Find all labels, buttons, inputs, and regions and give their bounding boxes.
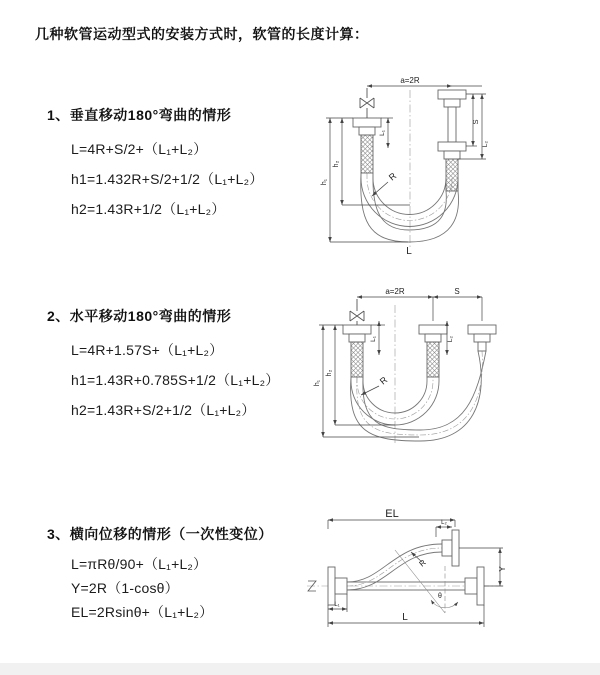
left-pipe-fitting xyxy=(343,325,371,377)
formula-el: EL=2Rsinθ+（L₁+L₂） xyxy=(71,604,214,620)
formula-y: Y=2R（1-cosθ） xyxy=(71,580,179,596)
dimension-lines xyxy=(319,297,482,437)
diagram-horizontal-180-bend xyxy=(295,285,595,460)
dim-label-l2: L₂ xyxy=(482,140,489,148)
formula-h1: h1=1.432R+S/2+1/2（L₁+L₂） xyxy=(71,171,264,187)
section-vertical-180-bend xyxy=(47,105,263,224)
dim-label-s: S xyxy=(454,287,460,296)
dim-label-h1: h₁ xyxy=(314,379,321,387)
braided-hose-section xyxy=(427,342,439,377)
hose-centerline xyxy=(367,173,452,221)
hose-bends xyxy=(351,351,486,441)
dim-label-l1: L₁ xyxy=(379,130,386,136)
valve-icon xyxy=(360,88,374,118)
dim-label-h1: h₁ xyxy=(321,178,328,186)
dim-label-l: L xyxy=(406,246,412,257)
braided-hose-section xyxy=(351,342,363,377)
dim-label-a2r: a=2R xyxy=(385,287,405,296)
diagram-vertical-180-bend xyxy=(300,70,590,270)
formula-h1: h1=1.43R+0.785S+1/2（L₁+L₂） xyxy=(71,372,280,388)
dim-label-el: EL xyxy=(385,508,399,520)
dim-label-r: R xyxy=(377,374,390,387)
dim-label-s: S xyxy=(471,119,480,125)
dim-label-l1: L₁ xyxy=(334,602,340,608)
dim-label-l2: L₂ xyxy=(441,520,447,526)
right-pipe-fitting xyxy=(438,90,466,191)
section-3-heading: 3、横向位移的情形（一次性变位） xyxy=(47,526,273,542)
dim-label-h2: h₂ xyxy=(333,160,340,168)
section-1-heading: 1、垂直移动180°弯曲的情形 xyxy=(47,107,232,123)
dim-label-theta: θ xyxy=(438,593,442,600)
left-pipe-fitting xyxy=(353,118,381,173)
diagram-labels xyxy=(334,508,507,623)
right-flange xyxy=(465,567,484,605)
top-right-flange xyxy=(442,530,459,566)
dim-label-r: R xyxy=(386,170,399,183)
dim-label-l: L xyxy=(402,612,408,623)
s-curve-hose xyxy=(347,544,442,590)
section-lateral-displacement xyxy=(47,524,273,624)
section-horizontal-180-bend xyxy=(47,306,279,425)
middle-pipe-fitting xyxy=(419,325,447,377)
braided-hose-section xyxy=(361,135,373,173)
angle-construction xyxy=(395,550,458,613)
dim-label-y: Y xyxy=(498,566,507,572)
hose-bends xyxy=(361,173,459,242)
dimension-lines xyxy=(326,86,486,242)
valve-icon xyxy=(350,299,364,325)
dim-label-a2r: a=2R xyxy=(400,76,420,85)
formula-length: L=4R+1.57S+（L₁+L₂） xyxy=(71,342,224,358)
dim-label-r: R xyxy=(417,557,428,569)
braided-hose-section xyxy=(446,159,458,191)
section-2-heading: 2、水平移动180°弯曲的情形 xyxy=(47,308,232,324)
hose-centerline xyxy=(357,351,483,435)
page-bottom-edge xyxy=(0,663,600,675)
formula-h2: h2=1.43R+1/2（L₁+L₂） xyxy=(71,201,226,217)
formula-h2: h2=1.43R+S/2+1/2（L₁+L₂） xyxy=(71,402,256,418)
dim-label-l1: L₁ xyxy=(370,336,377,342)
formula-length: L=4R+S/2+（L₁+L₂） xyxy=(71,141,208,157)
dim-label-l2: L₂ xyxy=(447,335,454,343)
formula-length: L=πRθ/90+（L₁+L₂） xyxy=(71,556,208,572)
right-pipe-fitting xyxy=(468,325,496,351)
dim-label-h2: h₂ xyxy=(326,369,333,377)
left-flange xyxy=(328,567,347,605)
diagram-lateral-displacement xyxy=(295,505,595,650)
page-title: 几种软管运动型式的安装方式时，软管的长度计算： xyxy=(35,26,369,42)
